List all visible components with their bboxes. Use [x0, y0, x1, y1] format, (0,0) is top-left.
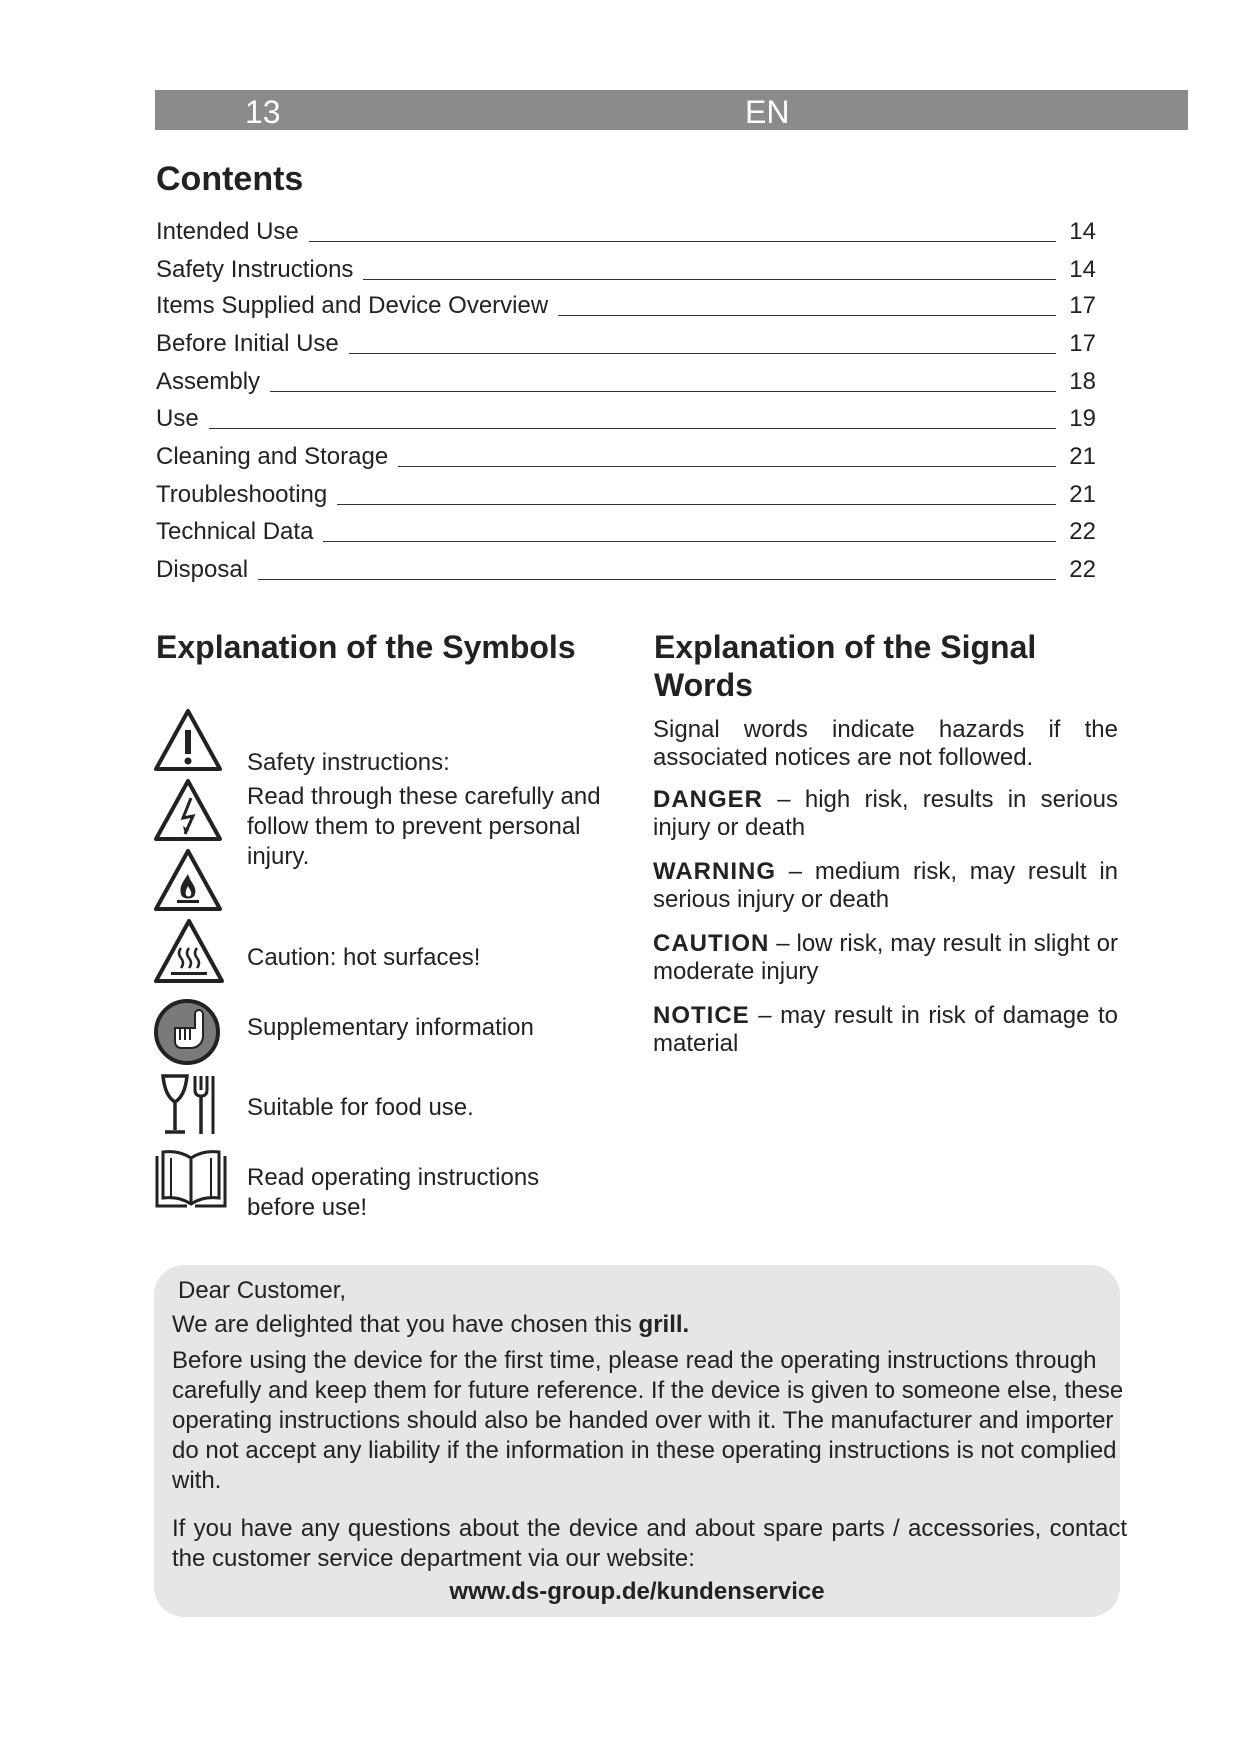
toc-page: 19	[1069, 405, 1096, 432]
toc-leader-line	[337, 504, 1056, 505]
signal-word-label: WARNING	[653, 858, 776, 885]
toc-label: Technical Data	[156, 518, 314, 545]
signal-word-desc: medium risk, may result in serious injury or death	[653, 858, 1119, 913]
electric-hazard-icon	[153, 778, 223, 842]
toc-page: 22	[1069, 518, 1096, 545]
signal-word-desc: may result in risk of damage to material	[653, 1002, 1118, 1057]
customer-product-name: grill.	[638, 1311, 690, 1338]
toc-page: 18	[1069, 368, 1096, 395]
toc-leader-line	[349, 353, 1056, 354]
toc-leader-line	[558, 315, 1056, 316]
read-manual-icon	[153, 1146, 229, 1212]
toc-leader-line	[209, 428, 1056, 429]
food-safe-icon	[153, 1072, 221, 1138]
toc-page: 21	[1069, 443, 1096, 470]
toc-page: 22	[1069, 556, 1096, 583]
toc-leader-line	[258, 579, 1056, 580]
signal-word-caution: CAUTION – low risk, may result in slight or moderate injury	[653, 930, 1118, 985]
toc-leader-line	[398, 466, 1056, 467]
symbols-title: Explanation of the Symbols	[156, 629, 576, 665]
toc-leader-line	[323, 541, 1056, 542]
toc-entry[interactable]	[156, 479, 1096, 509]
toc-leader-line	[363, 279, 1056, 280]
page-header-bar	[155, 90, 1188, 130]
customer-paragraph-1: Before using the device for the first time, please read the operating instructions through carefully and keep them for future reference. If the device is given to someone else, these operating instructions should also be handed over with it. The manufacturer and importer do not accept any liability if the information in these operating instructions is not complied with.	[172, 1347, 1124, 1494]
signal-word-warning: WARNING – medium risk, may result in serious injury or death	[653, 858, 1119, 913]
toc-label: Items Supplied and Device Overview	[156, 292, 549, 319]
toc-label: Intended Use	[156, 218, 299, 245]
signal-word-notice: NOTICE – may result in risk of damage to material	[653, 1002, 1118, 1057]
signal-word-label: CAUTION	[653, 930, 770, 957]
signal-word-danger: DANGER – high risk, results in serious injury or death	[653, 786, 1118, 841]
supplementary-info-text: Supplementary information	[247, 1014, 534, 1041]
warning-exclamation-icon	[153, 708, 223, 772]
toc-entry[interactable]	[156, 328, 1096, 358]
toc-entry[interactable]	[156, 554, 1096, 584]
signal-word-desc: high risk, results in serious injury or death	[653, 786, 1118, 841]
customer-greeting: Dear Customer,	[178, 1277, 347, 1304]
toc-label: Assembly	[156, 368, 261, 395]
signal-word-label: NOTICE	[653, 1002, 750, 1029]
safety-instructions-heading: Safety instructions:	[247, 749, 450, 776]
customer-delighted-line	[172, 1310, 1132, 1340]
hot-surfaces-text: Caution: hot surfaces!	[247, 944, 481, 971]
toc-label: Safety Instructions	[156, 256, 354, 283]
food-use-text: Suitable for food use.	[247, 1094, 474, 1121]
customer-paragraph-2: If you have any questions about the device and about spare parts / accessories, contact the customer service department via our website:	[172, 1515, 1127, 1572]
toc-entry[interactable]	[156, 441, 1096, 471]
toc-leader-line	[309, 241, 1056, 242]
customer-delighted-text: We are delighted that you have chosen this	[172, 1311, 639, 1338]
language-code: EN	[745, 94, 790, 130]
toc-page: 17	[1069, 330, 1096, 357]
signal-word-label: DANGER	[653, 786, 764, 813]
toc-entry[interactable]	[156, 516, 1096, 546]
fire-hazard-icon	[153, 848, 223, 912]
page-number: 13	[245, 94, 281, 130]
toc-label: Troubleshooting	[156, 481, 328, 508]
toc-label: Before Initial Use	[156, 330, 339, 357]
toc-page: 14	[1069, 218, 1096, 245]
toc-page: 21	[1069, 481, 1096, 508]
toc-entry[interactable]	[156, 290, 1096, 320]
toc-leader-line	[270, 391, 1056, 392]
contents-title: Contents	[156, 160, 304, 198]
toc-entry[interactable]	[156, 254, 1096, 284]
signal-word-desc: low risk, may result in slight or moderate injury	[653, 930, 1118, 985]
customer-service-url[interactable]: www.ds-group.de/kundenservice	[449, 1578, 825, 1605]
safety-instructions-text: Read through these carefully and follow them to prevent personal injury.	[247, 783, 601, 870]
toc-entry[interactable]	[156, 403, 1096, 433]
read-instructions-text: Read operating instructions before use!	[247, 1164, 540, 1221]
hot-surface-icon	[153, 918, 225, 984]
toc-entry[interactable]	[156, 366, 1096, 396]
toc-page: 17	[1069, 292, 1096, 319]
signal-words-intro: Signal words indicate hazards if the associated notices are not followed.	[653, 716, 1118, 771]
supplementary-info-icon	[153, 998, 221, 1066]
toc-label: Cleaning and Storage	[156, 443, 389, 470]
toc-entry[interactable]	[156, 216, 1096, 246]
toc-label: Disposal	[156, 556, 249, 583]
toc-page: 14	[1069, 256, 1096, 283]
toc-label: Use	[156, 405, 199, 432]
signal-words-title: Explanation of the Signal Words	[654, 629, 1037, 703]
